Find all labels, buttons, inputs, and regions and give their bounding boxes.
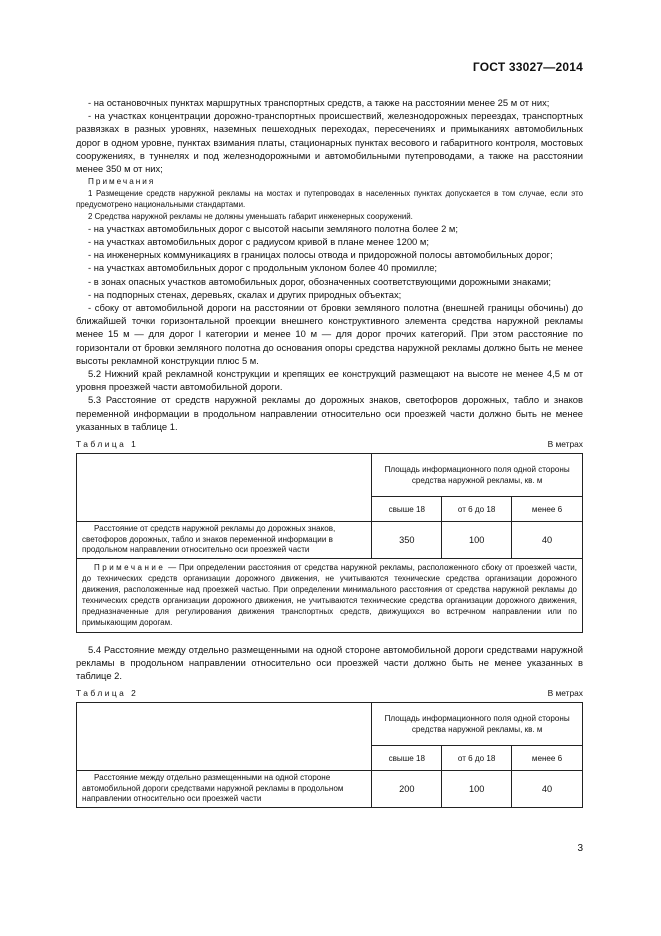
table2-cell: 100 — [442, 771, 512, 808]
list-item: - сбоку от автомобильной дороги на расстоянии от бровки земляного полотна (внешней границы обочины) до ближайшей точки горизонтальной проекции внешнего конструктивного элемента средства наружной рекламы менее 15 м — для дорог I категории и менее 10 м — для дорог прочих категорий. При этом расстояние по горизонтали от бровки земляного полотна до основания опоры средства наружной рекламы должно быть не менее высоты рекламной конструкции плюс 5 м. — [76, 302, 583, 366]
document-header: ГОСТ 33027—2014 — [472, 60, 583, 74]
table1-label: Таблица 1 — [76, 439, 139, 450]
table1-cell: 40 — [512, 522, 583, 559]
table1-row-label: Расстояние от средств наружной рекламы до дорожных знаков, светофоров дорожных, табло и знаков переменной информации в продольном направлении относительно оси проезжей части — [77, 522, 372, 559]
table-row — [77, 522, 583, 559]
table-1 — [76, 453, 583, 633]
table2-row-label: Расстояние между отдельно размещенными на одной стороне автомобильной дороги средствами наружной рекламы в продольном направлении относительно оси проезжей части — [77, 771, 372, 808]
list-item: - на участках концентрации дорожно-транспортных происшествий, железнодорожных переездах, транспортных развязках в разных уровнях, наземных пешеходных переходах, пересечениях и примыканиях автомобильных дорог в одном уровне, пунктах взимания платы, стационарных пунктах весового и габаритного контроля, мостовых сооружениях, в туннелях и под железнодорожными и автомобильными путепроводами, а также на расстоянии менее 350 м от них; — [76, 110, 583, 175]
list-item: - на участках автомобильных дорог с радиусом кривой в плане менее 1200 м; — [88, 236, 429, 248]
table2-caption — [76, 687, 583, 699]
list-item: - на инженерных коммуникациях в границах полосы отвода и придорожной полосы автомобильных дорог; — [88, 249, 553, 261]
table1-col-header: менее 6 — [512, 497, 583, 522]
page-content — [76, 96, 583, 808]
table2-col-header: менее 6 — [512, 746, 583, 771]
table1-corner-cell — [77, 454, 372, 522]
table1-col-header: от 6 до 18 — [442, 497, 512, 522]
table1-col-header: свыше 18 — [372, 497, 442, 522]
list-item: - в зонах опасных участков автомобильных дорог, обозначенных соответствующими дорожными знаками; — [88, 275, 552, 287]
note-item: 1 Размещение средств наружной рекламы на мостах и путепроводах в населенных пунктах допускается в том случае, если это предусмотрено национальными стандартами. — [76, 189, 583, 210]
table2-label: Таблица 2 — [76, 688, 139, 699]
table-row — [77, 771, 583, 808]
table2-cell: 200 — [372, 771, 442, 808]
table2-col-header: свыше 18 — [372, 746, 442, 771]
page-number: 3 — [577, 843, 583, 854]
table2-cell: 40 — [512, 771, 583, 808]
table2-col-header: от 6 до 18 — [442, 746, 512, 771]
list-item: - на подпорных стенах, деревьях, скалах и других природных объектах; — [88, 288, 402, 300]
table2-corner-cell — [77, 703, 372, 771]
list-item: - на участках автомобильных дорог с продольным уклоном более 40 промилле; — [88, 262, 438, 274]
table2-units: В метрах — [547, 688, 583, 699]
table1-units: В метрах — [547, 439, 583, 450]
table1-note — [77, 558, 583, 632]
list-item: - на участках автомобильных дорог с высотой насыпи земляного полотна более 2 м; — [88, 222, 458, 234]
table2-header: Площадь информационного поля одной стороны средства наружной рекламы, кв. м — [372, 703, 583, 746]
paragraph-5-3: 5.3 Расстояние от средств наружной рекламы до дорожных знаков, светофоров дорожных, табло и знаков переменной информации в продольном направлении относительно оси проезжей части должно быть не менее указанных в таблице 1. — [76, 394, 583, 432]
table1-note-text: — При определении расстояния от средства наружной рекламы, расположенного сбоку от проезжей части, до технических средств организации дорожного движения, не учитываются технические средства организации дорожного движения, расположенные над проезжей частью. При определении минимального расстояния от средства наружной рекламы до технических средств организации дорожного движения, не учитываются технические средства организации дорожного движения, предназначенные для регулирования движения транспортных средств, движущихся во встречном направлении или по примыкающим дорогам. — [82, 562, 577, 627]
table1-caption — [76, 438, 583, 450]
note-item: 2 Средства наружной рекламы не должны уменьшать габарит инженерных сооружений. — [88, 211, 413, 221]
table1-note-label: Примечание — [94, 562, 166, 572]
table1-header: Площадь информационного поля одной стороны средства наружной рекламы, кв. м — [372, 454, 583, 497]
paragraph-5-4: 5.4 Расстояние между отдельно размещенными на одной стороне автомобильной дороги средствами наружной рекламы в продольном направлении относительно оси проезжей части должно быть не менее указанных в таблице 2. — [76, 643, 583, 681]
list-item: - на остановочных пунктах маршрутных транспортных средств, а также на расстоянии менее 25 м от них; — [88, 97, 550, 108]
paragraph-5-2: 5.2 Нижний край рекламной конструкции и крепящих ее конструкций размещают на высоте не менее 4,5 м от уровня проезжей части автомобильной дороги. — [76, 368, 583, 393]
table1-cell: 100 — [442, 522, 512, 559]
table1-cell: 350 — [372, 522, 442, 559]
table-2 — [76, 702, 583, 808]
notes-title: Примечания — [88, 177, 156, 187]
